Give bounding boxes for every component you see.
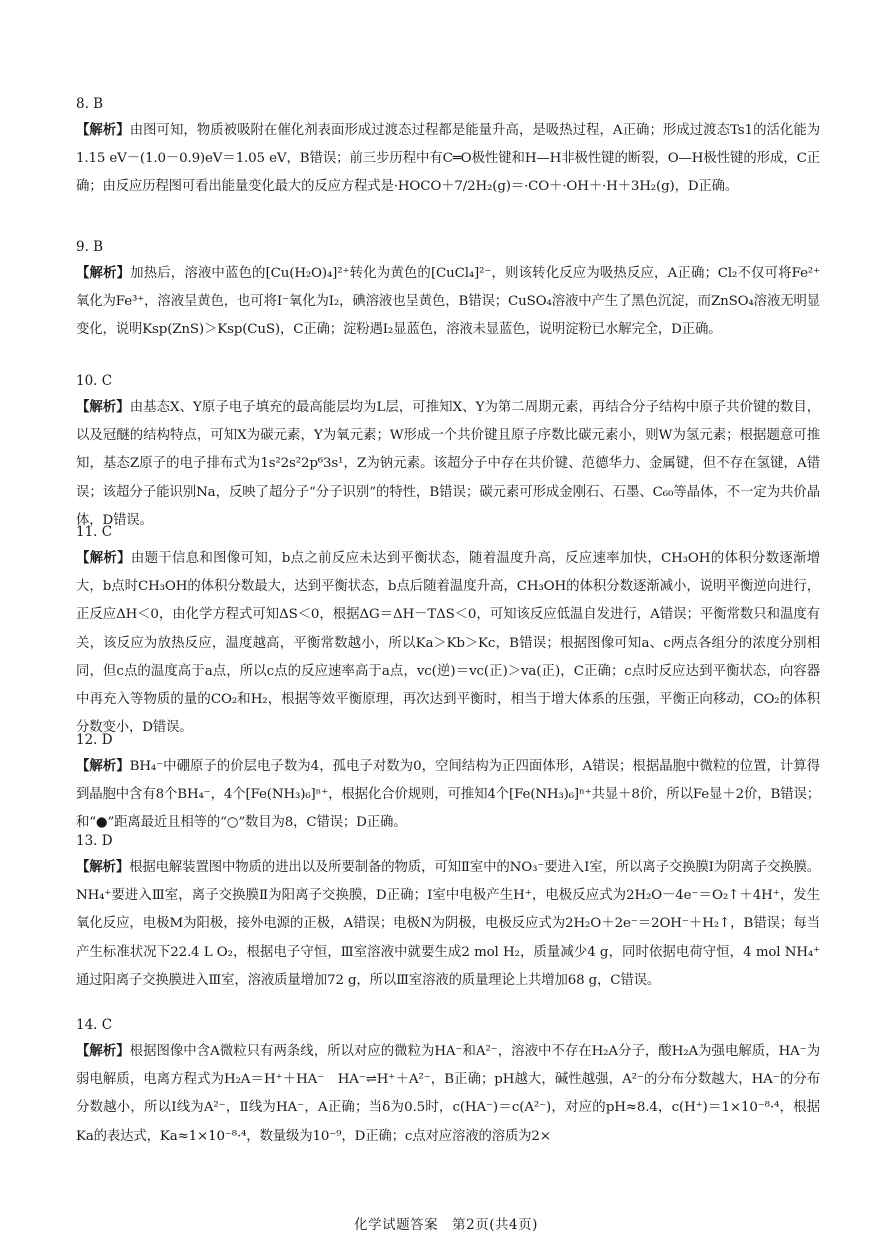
explanation-text: 加热后，溶液中蓝色的[Cu(H₂O)₄]²⁺转化为黄色的[CuCl₄]²⁻，则该转化反应为吸热反应，A正确；Cl₂不仅可将Fe²⁺氧化为Fe³⁺，溶液呈黄色，也可将I⁻氧化为I₂，碘溶液也呈黄色，B错误；CuSO₄溶液中产生了黑色沉淀，而ZnSO₄溶液无明显变化，说明Ksp(ZnS)＞Ksp(CuS)，C正确；淀粉遇I₂显蓝色，溶液未显蓝色，说明淀粉已水解完全，D正确。 xyxy=(76,266,820,338)
explanation-text: BH₄⁻中硼原子的价层电子数为4，孤电子对数为0，空间结构为正四面体形，A错误；根据晶胞中微粒的位置，计算得到晶胞中含有8个BH₄⁻，4个[Fe(NH₃)₆]ⁿ⁺，根据化合价规则，可推知4个[Fe(NH₃)₆]ⁿ⁺共显＋8价，所以Fe显＋2价，B错误；和“●”距离最近且相等的“○”数目为8，C错误；D正确。 xyxy=(76,759,820,831)
answer-item-9 xyxy=(76,237,820,345)
answer-item-14 xyxy=(76,1015,820,1151)
explanation-text: 由基态X、Y原子电子填充的最高能层均为L层，可推知X、Y为第二周期元素，再结合分子结构中原子共价键的数目，以及冠醚的结构特点，可知X为碳元素，Y为氧元素；W形成一个共价键且原子序数比碳元素小，则W为氢元素；根据题意可推知，基态Z原子的电子排布式为1s²2s²2p⁶3s¹，Z为钠元素。该超分子中存在共价键、范德华力、金属键，但不存在氢键，A错误；该超分子能识别Na，反映了超分子“分子识别”的特性，B错误；碳元素可形成金刚石、石墨、C₆₀等晶体，不一定为共价晶体，D错误。 xyxy=(76,400,821,528)
explanation-label: 【解析】 xyxy=(76,758,130,774)
question-number: 9. B xyxy=(76,239,104,255)
answer-item-13 xyxy=(76,831,820,995)
explanation xyxy=(76,259,820,345)
question-number: 12. D xyxy=(76,732,113,748)
explanation-text: 根据电解装置图中物质的进出以及所要制备的物质，可知Ⅱ室中的NO₃⁻要进入Ⅰ室，所以离子交换膜Ⅰ为阴离子交换膜。NH₄⁺要进入Ⅲ室，离子交换膜Ⅱ为阳离子交换膜，D正确；Ⅰ室中电极产生H⁺，电极反应式为2H₂O－4e⁻＝O₂↑＋4H⁺，发生氧化反应，电极M为阳极，接外电源的正极，A错误；电极N为阴极，电极反应式为2H₂O＋2e⁻＝2OH⁻＋H₂↑，B错误；每当产生标准状况下22.4 L O₂，根据电子守恒，Ⅲ室溶液中就要生成2 mol H₂，质量减少4 g，同时依据电荷守恒，4 mol NH₄⁺通过阳离子交换膜进入Ⅲ室，溶液质量增加72 g，所以Ⅲ室溶液的质量理论上共增加68 g，C错误。 xyxy=(76,860,820,988)
question-number: 10. C xyxy=(76,373,113,389)
explanation xyxy=(76,544,820,742)
explanation xyxy=(76,1037,820,1151)
question-number: 11. C xyxy=(76,524,113,540)
explanation xyxy=(76,853,820,995)
answer-item-11 xyxy=(76,522,820,742)
explanation-label: 【解析】 xyxy=(76,1043,130,1059)
question-number: 8. B xyxy=(76,96,104,112)
question-number: 13. D xyxy=(76,833,113,849)
question-number: 14. C xyxy=(76,1017,113,1033)
answer-item-10 xyxy=(76,371,820,535)
explanation xyxy=(76,116,820,202)
explanation-label: 【解析】 xyxy=(76,859,130,875)
explanation-label: 【解析】 xyxy=(76,265,131,281)
explanation-label: 【解析】 xyxy=(76,550,131,566)
explanation-label: 【解析】 xyxy=(76,399,130,415)
explanation-label: 【解析】 xyxy=(76,122,130,138)
explanation-text: 由图可知，物质被吸附在催化剂表面形成过渡态过程都是能量升高，是吸热过程，A正确；形成过渡态Ts1的活化能为1.15 eV－(1.0－0.9)eV＝1.05 eV，B错误；前三步历程中有C═O极性键和H—H非极性键的断裂，O—H极性键的形成，C正确；由反应历程图可看出能量变化最大的反应方程式是·HOCO＋7/2H₂(g)＝·CO＋·OH＋·H＋3H₂(g)，D正确。 xyxy=(76,123,820,195)
answer-item-12 xyxy=(76,730,820,838)
explanation xyxy=(76,752,820,838)
answer-item-8 xyxy=(76,94,820,202)
page-footer: 化学试题答案 第2页(共4页) xyxy=(354,1217,538,1233)
explanation xyxy=(76,393,820,535)
explanation-text: 根据图像中含A微粒只有两条线，所以对应的微粒为HA⁻和A²⁻，溶液中不存在H₂A分子，酸H₂A为强电解质，HA⁻为弱电解质，电离方程式为H₂A＝H⁺＋HA⁻ HA⁻⇌H⁺＋A²⁻，B正确；pH越大，碱性越强，A²⁻的分布分数越大，HA⁻的分布分数越小，所以Ⅰ线为A²⁻，Ⅱ线为HA⁻，A正确；当δ为0.5时，c(HA⁻)＝c(A²⁻)，对应的pH≈8.4，c(H⁺)＝1×10⁻⁸·⁴，根据Ka的表达式，Ka≈1×10⁻⁸·⁴，数量级为10⁻⁹，D正确；c点对应溶液的溶质为2× xyxy=(76,1044,820,1144)
explanation-text: 由题干信息和图像可知，b点之前反应未达到平衡状态，随着温度升高，反应速率加快，CH₃OH的体积分数逐渐增大，b点时CH₃OH的体积分数最大，达到平衡状态，b点后随着温度升高，CH₃OH的体积分数逐渐减小，说明平衡逆向进行，正反应ΔH＜0，由化学方程式可知ΔS＜0，根据ΔG＝ΔH－TΔS＜0，可知该反应低温自发进行，A错误；平衡常数只和温度有关，该反应为放热反应，温度越高，平衡常数越小，所以Ka＞Kb＞Kc，B错误；根据图像可知a、c两点各组分的浓度分别相同，但c点的温度高于a点，所以c点的反应速率高于a点，vc(逆)＝vc(正)＞va(正)，C正确；c点时反应达到平衡状态，向容器中再充入等物质的量的CO₂和H₂，根据等效平衡原理，再次达到平衡时，相当于增大体系的压强，平衡正向移动，CO₂的体积分数变小，D错误。 xyxy=(76,551,820,736)
